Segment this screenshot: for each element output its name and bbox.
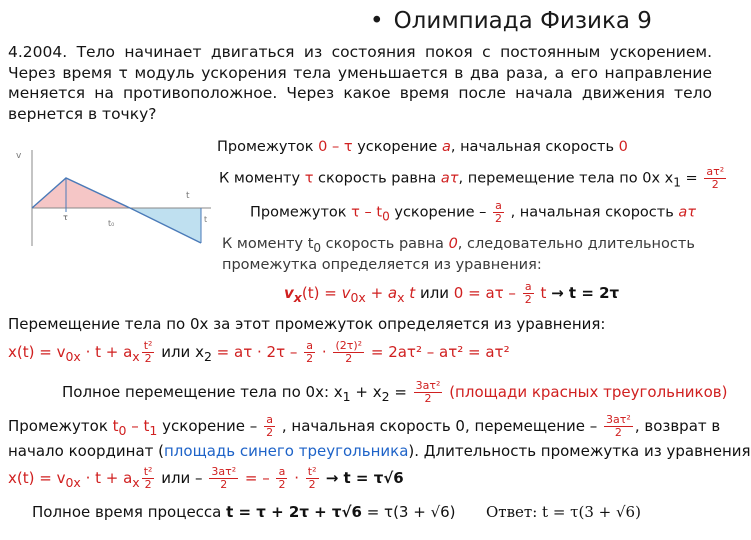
l3-b: τ – t (351, 204, 383, 221)
l1-b: 0 – τ (318, 139, 353, 155)
l12-den: 2 (144, 478, 152, 491)
l10-d: ускорение – (157, 417, 263, 435)
line-velocity-equation (284, 281, 619, 306)
l6-a: v (284, 284, 294, 302)
l1-d: a (441, 139, 451, 155)
l8-frac2 (304, 340, 315, 365)
l3-num: a (493, 200, 504, 213)
line-interval-1 (217, 139, 628, 155)
l2-e: , перемещение тела по 0x x (458, 170, 674, 187)
l10-e: , начальная скорость 0, перемещение – (277, 417, 603, 435)
l8-num3: (2τ)² (335, 339, 363, 352)
l8-a: x(t) = v (8, 343, 66, 361)
l11-b: площадь синего треугольника (164, 442, 409, 460)
l13-c: = τ(3 + √6) (361, 503, 456, 521)
l8-den3: 2 (345, 352, 353, 365)
l8-f: x (195, 343, 204, 361)
l13-a: Полное время процесса (32, 503, 227, 521)
l6-num: a (523, 281, 534, 294)
l8-frac (142, 340, 155, 365)
l2-f: = (680, 170, 703, 187)
l6-j: 0 = aτ – (453, 284, 521, 302)
tick-tau-label: τ (63, 213, 68, 222)
l6-i: или (415, 284, 454, 302)
l6-f: + a (365, 284, 398, 302)
title-text: Олимпиада Физика 9 (393, 8, 652, 34)
l4-d: , следовательно длительность (457, 236, 695, 252)
velocity-time-graph (6, 146, 218, 256)
l8-g: = aτ · 2τ – (211, 343, 303, 361)
line-moment-t0 (222, 236, 695, 255)
l10-sub1: 0 (118, 423, 127, 438)
l4-sub: 0 (313, 240, 322, 255)
l10-b: t (112, 417, 119, 435)
l12-c: · t + a (80, 469, 133, 487)
line-displacement-equation (8, 340, 510, 365)
l3-e: aτ (678, 204, 697, 221)
l2-den: 2 (711, 178, 719, 191)
line-equation-intro: промежутка определяется из уравнения: (222, 257, 542, 273)
l9-d: (площади красных треугольников) (444, 383, 728, 401)
l12-den2: 2 (220, 478, 228, 491)
l8-d: x (132, 349, 140, 364)
l1-f: 0 (618, 139, 628, 155)
l8-num2: a (304, 340, 315, 353)
l4-c: 0 (448, 236, 458, 252)
l8-den2: 2 (306, 352, 314, 365)
l1-c: ускорение (352, 139, 442, 155)
l2-frac (704, 166, 726, 191)
l6-k: t (535, 284, 552, 302)
l13-b: t = τ + 2τ + τ√6 (226, 503, 362, 521)
l12-f: = – (240, 469, 275, 487)
l6-e: 0x (350, 290, 366, 305)
l10-den2: 2 (614, 426, 622, 439)
l9-c: = (389, 383, 412, 401)
tick-t1-label: t (204, 215, 208, 224)
line-return-origin (8, 442, 751, 460)
l2-c: скорость равна (313, 170, 441, 187)
line-interval-2 (250, 200, 696, 225)
l10-den: 2 (266, 426, 274, 439)
line-displacement-intro: Перемещение тела по 0x за этот промежуток определяется из уравнения: (8, 315, 606, 333)
l12-den4: 2 (308, 478, 316, 491)
l3-c: ускорение – (389, 204, 491, 221)
l10-frac2 (604, 414, 633, 439)
l10-num: a (264, 414, 275, 427)
l8-i: = 2aτ² – aτ² = aτ² (366, 343, 510, 361)
line-total-displacement (62, 380, 728, 405)
l3-a: Промежуток (250, 204, 352, 221)
l12-h: → t = τ√6 (320, 469, 404, 487)
line-moment-tau (219, 166, 728, 191)
l8-den: 2 (144, 352, 152, 365)
l4-b: скорость равна (321, 236, 449, 252)
l8-frac3 (333, 340, 364, 365)
l12-frac4 (306, 466, 319, 491)
l8-c: · t + a (80, 343, 133, 361)
axis-v-label: v (16, 151, 22, 161)
l11-c: ). Длительность промежутка из уравнения (408, 442, 751, 460)
l9-b: + x (350, 383, 382, 401)
l9-num: 3aτ² (415, 379, 441, 392)
l8-h: · (317, 343, 332, 361)
l8-e: или (156, 343, 196, 361)
l2-a: К моменту (219, 170, 305, 187)
l8-b: 0x (65, 349, 81, 364)
line-total-time (32, 503, 456, 521)
l12-b: 0x (65, 475, 81, 490)
l3-frac (493, 200, 504, 225)
axis-t-label: t (186, 191, 190, 201)
l9-sub2: 2 (381, 389, 390, 404)
slide-title (370, 8, 652, 34)
l4-a: К моменту t (222, 236, 314, 252)
l10-f: , возврат в (634, 417, 721, 435)
l2-b: τ (304, 170, 314, 187)
l12-den3: 2 (278, 478, 286, 491)
l12-frac3 (276, 466, 287, 491)
l10-a: Промежуток (8, 417, 113, 435)
l12-e: или – (156, 469, 208, 487)
title-bullet: • (370, 8, 384, 34)
l8-num: t² (143, 339, 153, 352)
line-time-equation (8, 466, 404, 491)
l6-l: → t = 2τ (551, 284, 620, 302)
l6-frac (523, 281, 534, 306)
l12-a: x(t) = v (8, 469, 66, 487)
l6-g: x (397, 290, 405, 305)
l9-sub1: 1 (342, 389, 351, 404)
l12-frac (142, 466, 155, 491)
l12-d: x (132, 475, 140, 490)
l1-a: Промежуток (217, 139, 319, 155)
l10-frac (264, 414, 275, 439)
l9-den: 2 (424, 392, 432, 405)
l1-e: , начальная скорость (450, 139, 619, 155)
l9-frac (414, 380, 443, 405)
l12-num3: a (276, 466, 287, 479)
l3-den: 2 (494, 212, 502, 225)
l10-num2: 3aτ² (606, 413, 631, 426)
l9-a: Полное перемещение тела по 0x: x (62, 383, 343, 401)
l12-num4: t² (307, 465, 317, 478)
tick-t0-label: t₀ (108, 219, 115, 228)
l6-h: t (404, 284, 416, 302)
l12-num2: 3aτ² (211, 465, 237, 478)
line-interval-3 (8, 414, 720, 439)
l10-c: – t (126, 417, 150, 435)
l2-sub: 1 (673, 175, 681, 190)
l6-b: x (293, 290, 302, 305)
l8-sub: 2 (203, 349, 212, 364)
l2-d: aτ (440, 170, 459, 187)
l12-g: · (289, 469, 304, 487)
l12-num: t² (143, 465, 153, 478)
l3-d: , начальная скорость (505, 204, 679, 221)
answer: Ответ: t = τ(3 + √6) (486, 503, 641, 521)
l3-sub: 0 (382, 209, 390, 224)
problem-statement: 4.2004. Тело начинает двигаться из состояния покоя с постоянным ускорением. Через время τ модуль ускорения тела уменьшается в два раза, а его направление меняется на противоположное. Через какое время после начала движения тело вернется в точку? (8, 43, 712, 123)
l6-den: 2 (524, 293, 532, 306)
l6-d: v (341, 284, 351, 302)
l2-num: aτ² (706, 165, 725, 178)
l10-sub2: 1 (149, 423, 158, 438)
l11-a: начало координат ( (8, 442, 164, 460)
l12-frac2 (209, 466, 238, 491)
l6-c: (t) = (301, 284, 342, 302)
